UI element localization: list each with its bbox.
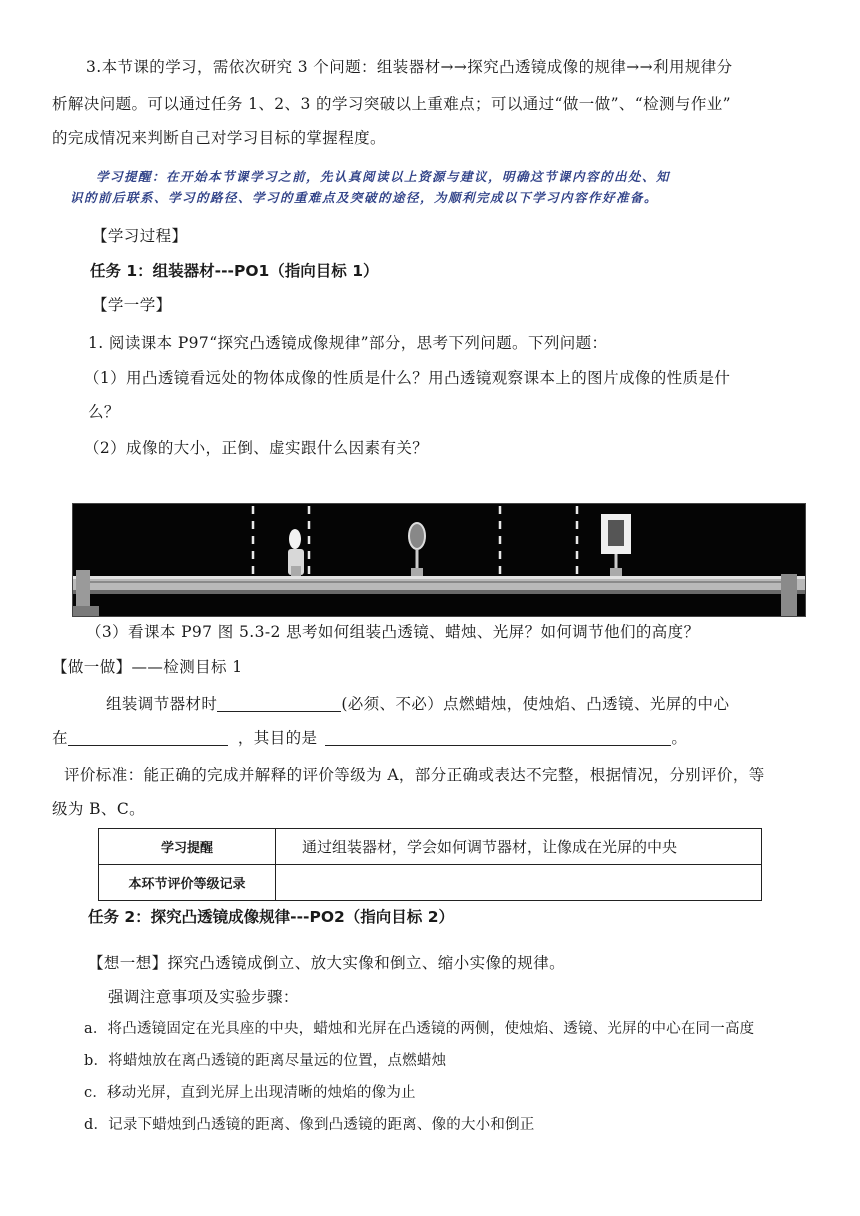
intro-line-2: 析解决问题。可以通过任务 1、2、3 的学习突破以上重难点；可以通过“做一做”、“检测与作业” — [52, 95, 731, 113]
table-row — [99, 829, 762, 865]
blank-position[interactable] — [68, 729, 228, 746]
blank-purpose[interactable] — [325, 729, 671, 746]
doit-heading: 【做一做】——检测目标 1 — [52, 658, 243, 676]
fill-2-end: 。 — [671, 729, 688, 747]
table-label-grade-record: 本环节评价等级记录 — [99, 865, 276, 901]
table-value-grade-record[interactable] — [276, 865, 762, 901]
reminder-line-1: 学习提醒：在开始本节课学习之前，先认真阅读以上资源与建议，明确这节课内容的出处、知 — [96, 169, 671, 184]
fill-line-1 — [106, 692, 729, 714]
optical-bench-photo — [72, 503, 806, 617]
evaluation-table — [98, 828, 762, 901]
step-b: b．将蜡烛放在离凸透镜的距离尽量远的位置，点燃蜡烛 — [84, 1053, 447, 1069]
process-heading: 【学习过程】 — [92, 227, 188, 245]
task2-title: 任务 2：探究凸透镜成像规律---PO2（指向目标 2） — [88, 908, 454, 926]
fill-line-2 — [52, 726, 687, 748]
fill-2-prefix: 在 — [52, 729, 68, 747]
table-label-reminder: 学习提醒 — [99, 829, 276, 865]
question-1: 1. 阅读课本 P97“探究凸透镜成像规律”部分，思考下列问题。下列问题： — [88, 334, 608, 352]
intro-line-3: 的完成情况来判断自己对学习目标的掌握程度。 — [52, 129, 386, 147]
step-a: a．将凸透镜固定在光具座的中央，蜡烛和光屏在凸透镜的两侧，使烛焰、透镜、光屏的中心在同一高度 — [84, 1021, 755, 1037]
question-1-3: （3）看课本 P97 图 5.3-2 思考如何组装凸透镜、蜡烛、光屏？如何调节他们的高度？ — [86, 623, 700, 641]
think-line: 【想一想】探究凸透镜成倒立、放大实像和倒立、缩小实像的规律。 — [88, 954, 566, 972]
intro-line-1: 3.本节课的学习，需依次研究 3 个问题：组装器材→→探究凸透镜成像的规律→→利用规律分 — [86, 58, 733, 76]
task1-title: 任务 1：组装器材---PO1（指向目标 1） — [90, 262, 379, 280]
step-c: c．移动光屏，直到光屏上出现清晰的烛焰的像为止 — [84, 1085, 416, 1101]
table-value-reminder: 通过组装器材，学会如何调节器材，让像成在光屏的中央 — [276, 829, 762, 865]
criteria-line-1: 评价标准：能正确的完成并解释的评价等级为 A，部分正确或表达不完整，根据情况，分别评价，等 — [64, 766, 765, 784]
steps-intro: 强调注意事项及实验步骤： — [108, 988, 299, 1006]
optical-bench-image — [73, 504, 806, 617]
step-d: d．记录下蜡烛到凸透镜的距离、像到凸透镜的距离、像的大小和倒正 — [84, 1117, 535, 1133]
criteria-line-2: 级为 B、C。 — [52, 800, 145, 818]
reminder-line-2: 识的前后联系、学习的路径、学习的重难点及突破的途径，为顺利完成以下学习内容作好准备。 — [70, 190, 659, 205]
table-row — [99, 865, 762, 901]
question-1-1b: 么？ — [88, 403, 120, 421]
question-1-2: （2）成像的大小，正倒、虚实跟什么因素有关？ — [84, 439, 429, 457]
fill-2-middle: ，其目的是 — [237, 729, 318, 747]
learn-heading: 【学一学】 — [92, 296, 172, 314]
fill-1-suffix: (必须、不必）点燃蜡烛，使烛焰、凸透镜、光屏的中心 — [341, 695, 730, 713]
blank-must-or-not[interactable] — [217, 695, 341, 712]
fill-1-prefix: 组装调节器材时 — [106, 695, 218, 713]
question-1-1a: （1）用凸透镜看远处的物体成像的性质是什么？用凸透镜观察课本上的图片成像的性质是什 — [84, 369, 731, 387]
